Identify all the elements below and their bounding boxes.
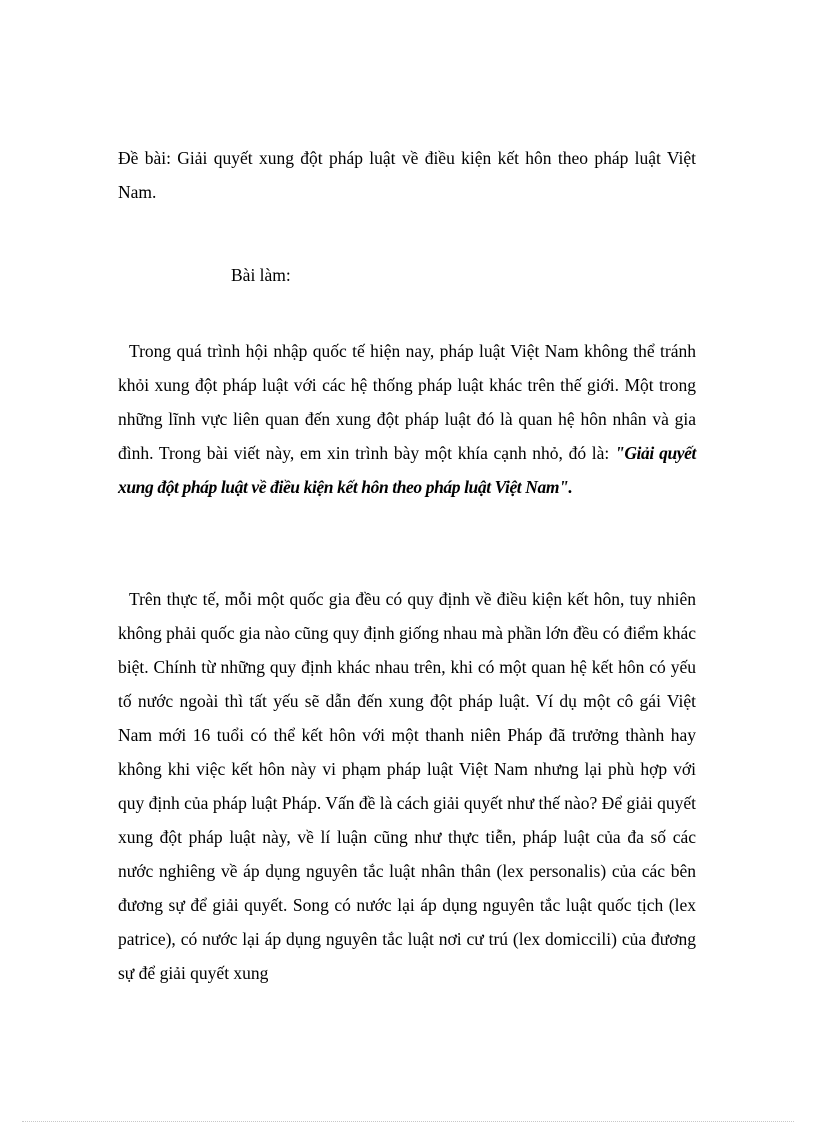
intro-paragraph-text: Trong quá trình hội nhập quốc tế hiện nay, pháp luật Việt Nam không thể tránh khỏi xung đột pháp luật với các hệ thống pháp luật khác trên thế giới. Một trong những lĩnh vực liên quan đến xung đột pháp luật đó là quan hệ hôn nhân và gia đình. Trong bài viết này, em xin trình bày một khía cạnh nhỏ, đó là:	[118, 341, 696, 463]
body-paragraph: Trên thực tế, mỗi một quốc gia đều có quy định về điều kiện kết hôn, tuy nhiên không phải quốc gia nào cũng quy định giống nhau mà phần lớn đều có điểm khác biệt. Chính từ những quy định khác nhau trên, khi có một quan hệ kết hôn có yếu tố nước ngoài thì tất yếu sẽ dẫn đến xung đột pháp luật. Ví dụ một cô gái Việt Nam mới 16 tuổi có thể kết hôn với một thanh niên Pháp đã trưởng thành hay không khi việc kết hôn này vi phạm pháp luật Việt Nam nhưng lại phù hợp với quy định của pháp luật Pháp. Vấn đề là cách giải quyết như thế nào? Để giải quyết xung đột pháp luật này, về lí luận cũng như thực tiễn, pháp luật của đa số các nước nghiêng về áp dụng nguyên tắc luật nhân thân (lex personalis) của các bên đương sự để giải quyết. Song có nước lại áp dụng nguyên tắc luật quốc tịch (lex patrice), có nước lại áp dụng nguyên tắc luật nơi cư trú (lex domiccili) của đương sự để giải quyết xung	[118, 589, 696, 983]
page-bottom-divider	[22, 1121, 794, 1122]
intro-paragraph	[118, 334, 696, 504]
emphasized-topic: "Giải quyết xung đột pháp luật về điều kiện kết hôn theo pháp luật Việt Nam".	[118, 443, 697, 497]
section-heading: Bài làm:	[231, 265, 291, 285]
assignment-topic: Đề bài: Giải quyết xung đột pháp luật về điều kiện kết hôn theo pháp luật Việt Nam.	[118, 148, 696, 202]
